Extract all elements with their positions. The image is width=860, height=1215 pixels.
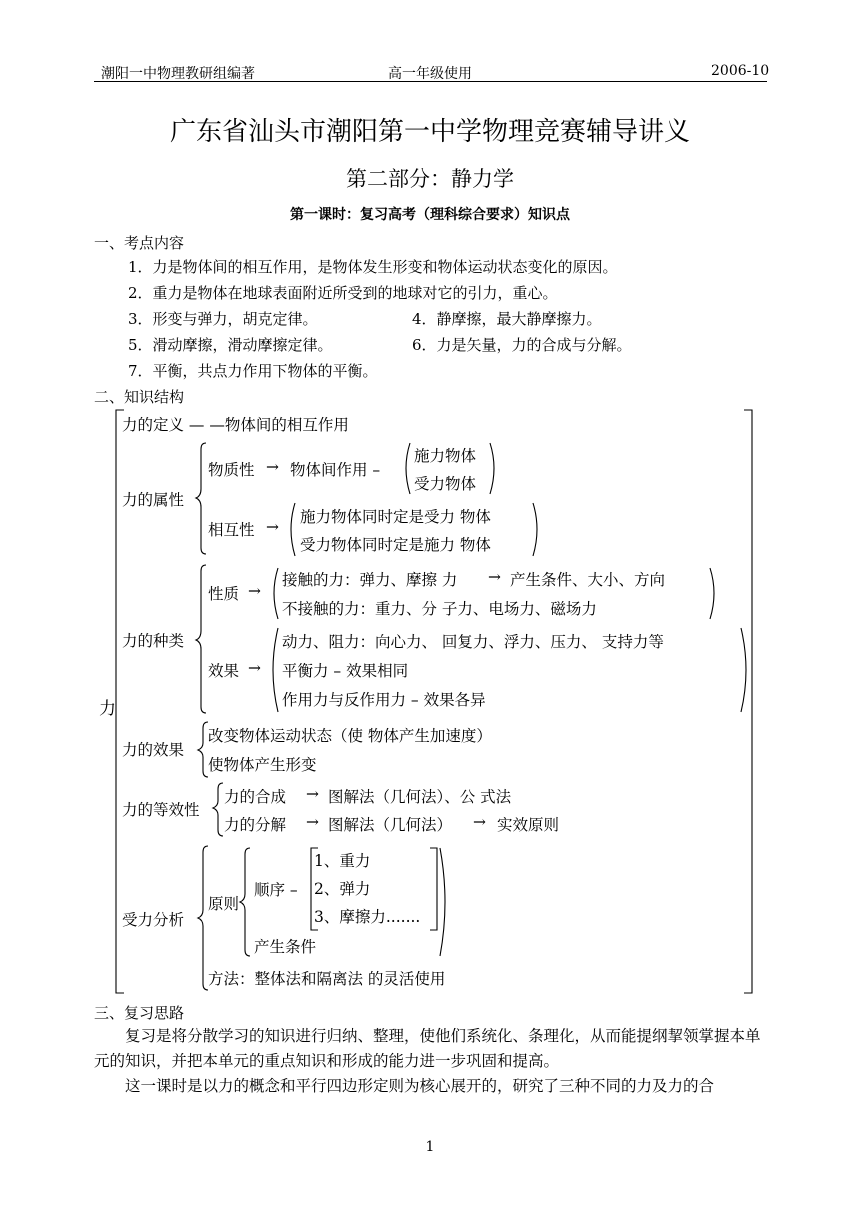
mutual-item: 受力物体同时定是施力 物体 [300, 536, 491, 554]
order-item: 3、摩擦力....... [314, 908, 421, 926]
arrow: → [473, 813, 486, 831]
arrow: → [248, 659, 261, 677]
structure-root: 力 [99, 699, 116, 719]
header-left: 潮阳一中物理教研组编著 [101, 66, 255, 82]
force-attributes-label: 力的属性 [122, 491, 185, 509]
section1-heading: 一、考点内容 [94, 234, 185, 252]
page-number: 1 [425, 1139, 435, 1155]
arrow: → [306, 813, 319, 831]
composition-method: 图解法（几何法）、公 式法 [328, 788, 512, 806]
document-title: 广东省汕头市潮阳第一中学物理竞赛辅导讲义 [169, 117, 690, 147]
force-kinds-label: 力的种类 [122, 632, 185, 650]
point-item: 1．力是物体间的相互作用，是物体发生形变和物体运动状态变化的原因。 [128, 258, 618, 276]
result-item: 改变物体运动状态（使 物体产生加速度） [208, 727, 492, 745]
arrow: → [266, 458, 279, 476]
condition-label: 产生条件 [254, 938, 317, 956]
mutual-item: 施力物体同时定是受力 物体 [300, 508, 491, 526]
header-right: 2006-10 [711, 63, 770, 79]
point-item: 7．平衡，共点力作用下物体的平衡。 [128, 362, 378, 380]
lesson-title: 第一课时：复习高考（理科综合要求）知识点 [290, 207, 570, 223]
arrow: → [306, 785, 319, 803]
effect-principle: 实效原则 [497, 816, 560, 834]
point-item: 2．重力是物体在地球表面附近所受到的地球对它的引力，重心。 [128, 284, 558, 302]
decomposition: 力的分解 [224, 816, 287, 834]
point-item: 3．形变与弹力，胡克定律。 [128, 310, 318, 328]
materiality-result: 物体间作用 – [290, 461, 381, 479]
composition: 力的合成 [224, 788, 287, 806]
effect-label: 效果 [208, 662, 240, 680]
section2-heading: 二、知识结构 [94, 388, 185, 406]
effect-item: 作用力与反作用力 – 效果各异 [282, 691, 486, 709]
point-item: 5．滑动摩擦，滑动摩擦定律。 [128, 336, 333, 354]
nature-item: 不接触的力：重力、分 子力、电场力、磁场力 [282, 600, 597, 618]
point-item: 4．静摩擦，最大静摩擦力。 [412, 310, 602, 328]
method-text: 方法：整体法和隔离法 的灵活使用 [208, 970, 446, 988]
point-item: 6．力是矢量，力的合成与分解。 [412, 336, 632, 354]
nature-item: 产生条件、大小、方向 [510, 571, 666, 589]
force-analysis-label: 受力分析 [122, 911, 185, 929]
result-item: 使物体产生形变 [208, 756, 317, 774]
arrow: → [248, 582, 261, 600]
force-effects-label: 力的效果 [122, 741, 185, 759]
nature-item: 接触的力：弹力、摩擦 力 [282, 571, 458, 589]
order-item: 2、弹力 [314, 880, 371, 898]
arrow: → [266, 518, 279, 536]
review-paragraph: 复习是将分散学习的知识进行归纳、整理，使他们系统化、条理化，从而能提纲挈领掌握本单元的知识，并把本单元的重点知识和形成的能力进一步巩固和提高。 [94, 1027, 761, 1070]
header-center: 高一年级使用 [388, 66, 472, 82]
review-paragraph: 这一课时是以力的概念和平行四边形定则为核心展开的，研究了三种不同的力及力的合 [125, 1077, 715, 1095]
order-label: 顺序 – [254, 881, 298, 899]
document-subtitle: 第二部分：静力学 [346, 167, 514, 191]
section3-heading: 三、复习思路 [94, 1004, 185, 1022]
mutuality-label: 相互性 [208, 521, 255, 539]
material-item: 施力物体 [414, 447, 477, 465]
material-item: 受力物体 [414, 475, 477, 493]
materiality-label: 物质性 [208, 461, 255, 479]
force-equivalence-label: 力的等效性 [122, 801, 200, 819]
order-item: 1、重力 [314, 852, 371, 870]
nature-label: 性质 [208, 585, 240, 603]
force-definition: 力的定义 — —物体间的相互作用 [122, 416, 349, 434]
arrow: → [488, 568, 501, 586]
effect-item: 动力、阻力：向心力、 回复力、浮力、压力、 支持力等 [282, 633, 664, 651]
effect-item: 平衡力 – 效果相同 [282, 662, 409, 680]
decomposition-method: 图解法（几何法） [328, 816, 453, 834]
principle-label: 原则 [208, 895, 240, 913]
